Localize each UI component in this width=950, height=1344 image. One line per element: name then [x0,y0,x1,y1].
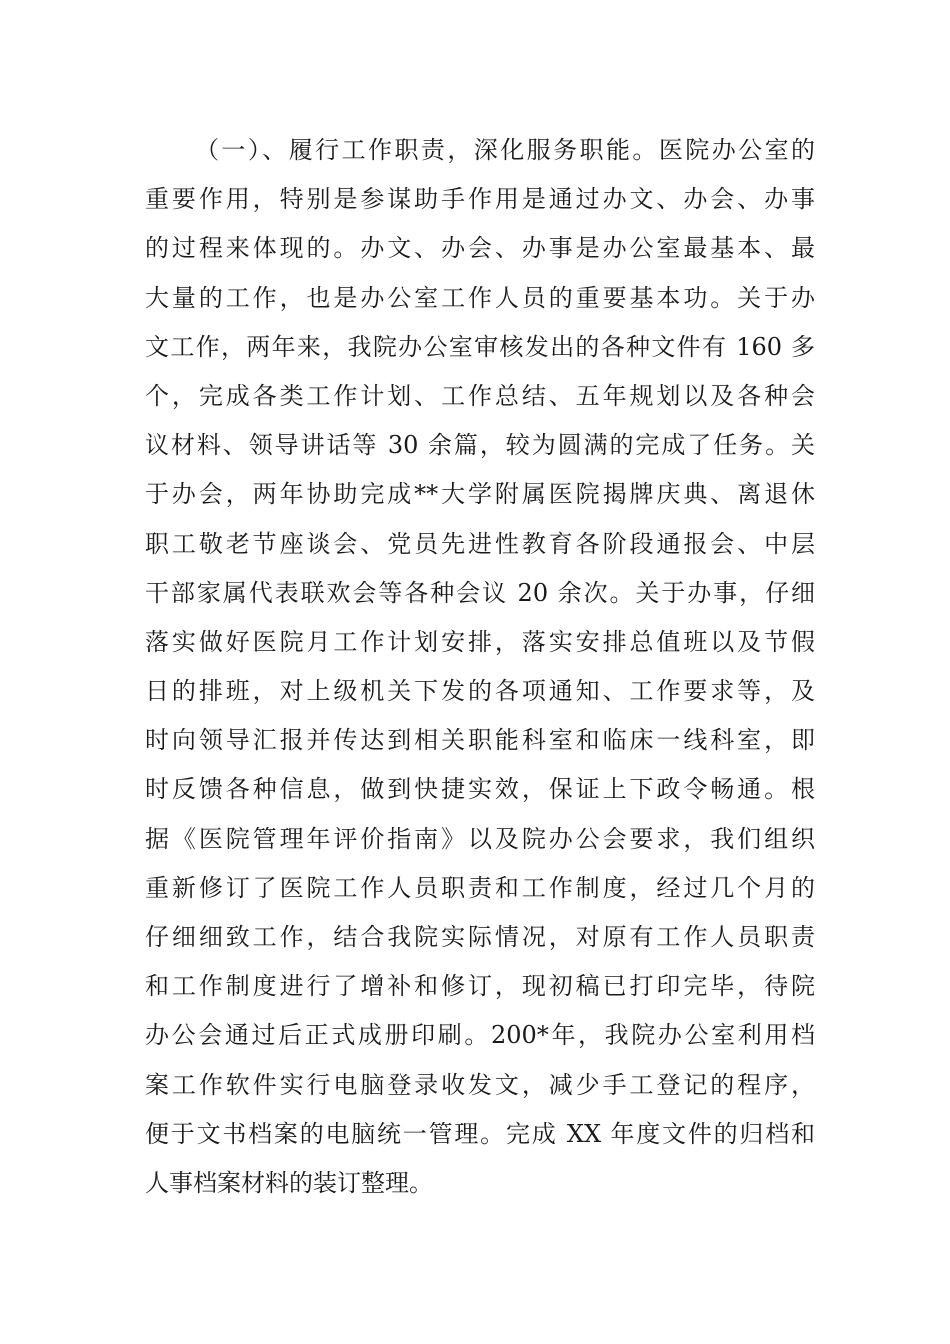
text-line: 个，完成各类工作计划、工作总结、五年规划以及各种会 [145,381,815,410]
text-line: 案工作软件实行电脑登录收发文，减少手工登记的程序， [145,1070,815,1099]
text-line: 职工敬老节座谈会、党员先进性教育各阶段通报会、中层 [145,529,815,558]
text-line: 重新修订了医院工作人员职责和工作制度，经过几个月的 [145,873,815,902]
text-line: 和工作制度进行了增补和修订，现初稿已打印完毕，待院 [145,972,815,1001]
text-line: 据《医院管理年评价指南》以及院办公会要求，我们组织 [145,824,815,853]
text-line: 的过程来体现的。办文、办会、办事是办公室最基本、最 [145,234,815,263]
text-line: 时反馈各种信息，做到快捷实效，保证上下政令畅通。根 [145,775,815,804]
text-line: 文工作，两年来，我院办公室审核发出的各种文件有 160 多 [145,332,815,361]
text-line: 干部家属代表联欢会等各种会议 20 余次。关于办事，仔细 [145,578,815,607]
body-paragraph [145,126,815,1208]
text-line: 仔细细致工作，结合我院实际情况，对原有工作人员职责 [145,923,815,951]
text-line: 便于文书档案的电脑统一管理。完成 XX 年度文件的归档和 [145,1119,815,1148]
text-line: 于办会，两年协助完成**大学附属医院揭牌庆典、离退休 [145,480,815,509]
text-line: 议材料、领导讲话等 30 余篇，较为圆满的完成了任务。关 [145,431,815,460]
text-line: 办公会通过后正式成册印刷。200*年，我院办公室利用档 [145,1021,815,1050]
text-line: 日的排班，对上级机关下发的各项通知、工作要求等，及 [145,677,815,706]
text-line: 大量的工作，也是办公室工作人员的重要基本功。关于办 [145,283,815,312]
text-line: 时向领导汇报并传达到相关职能科室和临床一线科室，即 [145,726,815,755]
text-line: 重要作用，特别是参谋助手作用是通过办文、办会、办事 [145,185,815,214]
text-line: 人事档案材料的装订整理。 [145,1168,433,1197]
text-line: 落实做好医院月工作计划安排，落实安排总值班以及节假 [145,627,815,656]
text-line: （一）、履行工作职责，深化服务职能。医院办公室的 [195,136,815,164]
